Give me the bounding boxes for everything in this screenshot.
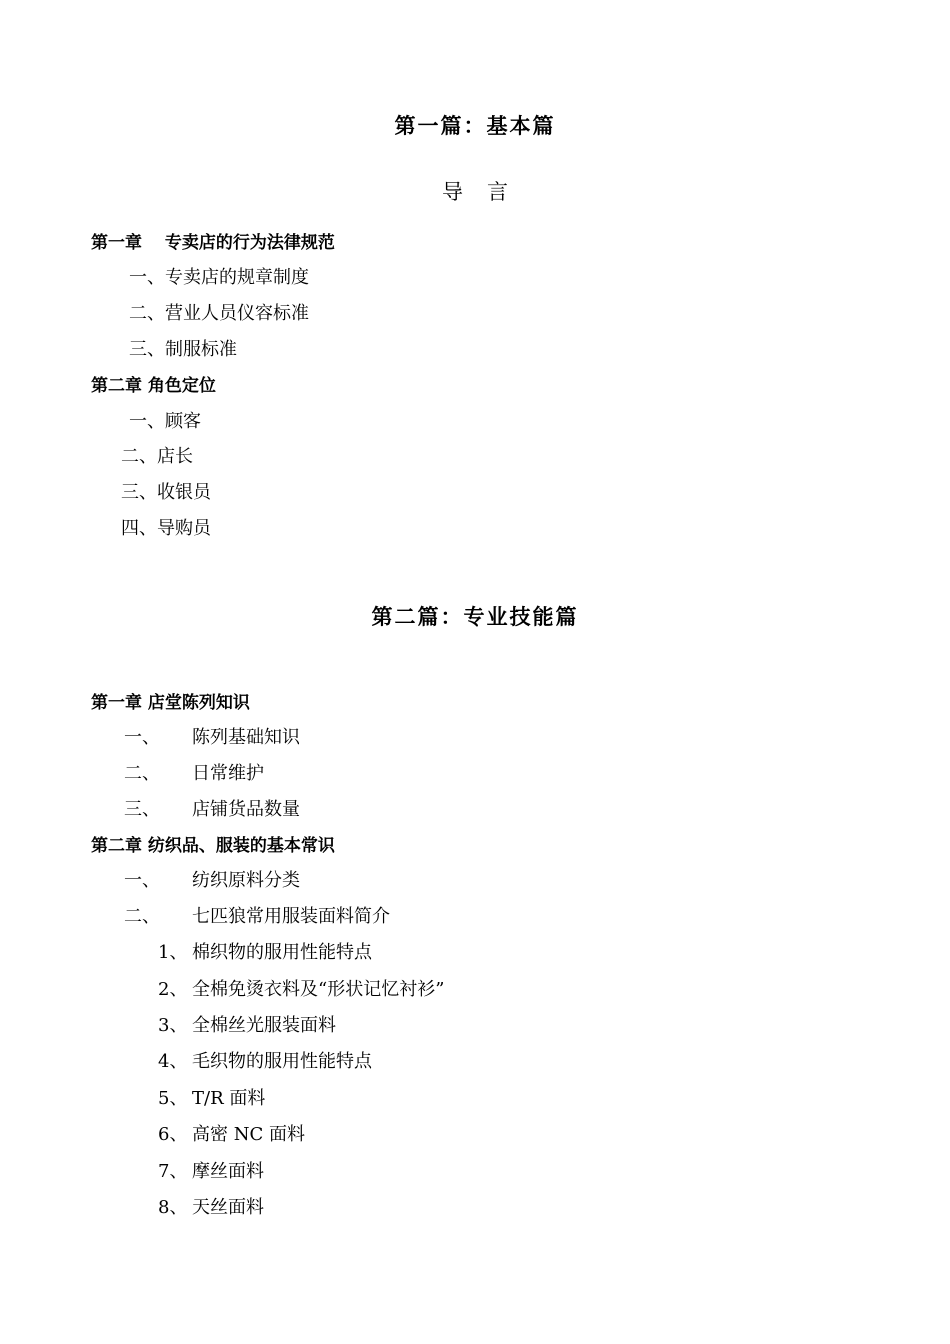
part1-ch2-item-3: 三、收银员 bbox=[121, 482, 211, 503]
item-text: 七匹狼常用服装面料简介 bbox=[192, 906, 390, 927]
part1-ch1-item-2: 二、营业人员仪容标准 bbox=[129, 303, 309, 324]
subitem-text: 全棉丝光服装面料 bbox=[192, 1015, 336, 1036]
part2-ch1-item-2 bbox=[124, 762, 264, 786]
part2-chapter2-title: 第二章 纺织品、服装的基本常识 bbox=[91, 836, 335, 856]
intro-heading bbox=[0, 180, 950, 204]
part2-ch2-subitem-4 bbox=[158, 1050, 372, 1074]
item-text: 日常维护 bbox=[192, 763, 264, 784]
subitem-number: 4、 bbox=[158, 1051, 188, 1072]
item-text: 店铺货品数量 bbox=[192, 799, 300, 820]
part2-ch1-item-3 bbox=[124, 798, 300, 822]
subitem-number: 5、 bbox=[158, 1088, 188, 1109]
subitem-number: 6、 bbox=[158, 1124, 188, 1145]
part2-ch1-item-1 bbox=[124, 726, 300, 750]
part1-ch2-item-4: 四、导购员 bbox=[121, 518, 211, 539]
part2-ch2-subitem-5 bbox=[158, 1087, 265, 1111]
part2-title: 第二篇：专业技能篇 bbox=[371, 604, 579, 629]
item-number: 一、 bbox=[124, 870, 160, 891]
subitem-number: 1、 bbox=[158, 942, 188, 963]
part2-ch2-item-2 bbox=[124, 905, 390, 929]
subitem-text: 棉织物的服用性能特点 bbox=[192, 942, 372, 963]
subitem-text: T/R 面料 bbox=[192, 1088, 266, 1109]
subitem-number: 2、 bbox=[158, 979, 188, 1000]
intro-char-2: 言 bbox=[487, 180, 508, 204]
subitem-text: 高密 NC 面料 bbox=[192, 1124, 305, 1145]
item-number: 二、 bbox=[124, 906, 160, 927]
subitem-number: 8、 bbox=[158, 1197, 188, 1218]
subitem-number: 3、 bbox=[158, 1015, 188, 1036]
part1-chapter1-title: 第一章 专卖店的行为法律规范 bbox=[91, 233, 335, 253]
subitem-text: 天丝面料 bbox=[192, 1197, 264, 1218]
subitem-text: 毛织物的服用性能特点 bbox=[192, 1051, 372, 1072]
part2-ch2-subitem-3 bbox=[158, 1014, 336, 1038]
part1-ch1-item-3: 三、制服标准 bbox=[129, 339, 237, 360]
part1-ch1-item-1: 一、专卖店的规章制度 bbox=[129, 267, 309, 288]
part1-chapter2-title: 第二章 角色定位 bbox=[91, 376, 216, 396]
part1-title: 第一篇：基本篇 bbox=[394, 113, 556, 138]
subitem-number: 7、 bbox=[158, 1161, 188, 1182]
part1-ch2-item-1: 一、顾客 bbox=[129, 411, 201, 432]
part2-ch2-subitem-1 bbox=[158, 941, 372, 965]
item-number: 二、 bbox=[124, 763, 160, 784]
item-text: 陈列基础知识 bbox=[192, 727, 300, 748]
part2-ch2-subitem-2 bbox=[158, 978, 444, 1002]
item-number: 三、 bbox=[124, 799, 160, 820]
part2-ch2-subitem-8 bbox=[158, 1196, 264, 1220]
subitem-text: 全棉免烫衣料及“形状记忆衬衫” bbox=[192, 979, 445, 1000]
part2-ch2-subitem-6 bbox=[158, 1123, 305, 1147]
part2-ch2-subitem-7 bbox=[158, 1160, 264, 1184]
item-text: 纺织原料分类 bbox=[192, 870, 300, 891]
part2-ch2-item-1 bbox=[124, 869, 300, 893]
part2-chapter1-title: 第一章 店堂陈列知识 bbox=[91, 693, 250, 713]
subitem-text: 摩丝面料 bbox=[192, 1161, 264, 1182]
item-number: 一、 bbox=[124, 727, 160, 748]
intro-char-1: 导 bbox=[442, 180, 463, 204]
part1-ch2-item-2: 二、店长 bbox=[121, 446, 193, 467]
